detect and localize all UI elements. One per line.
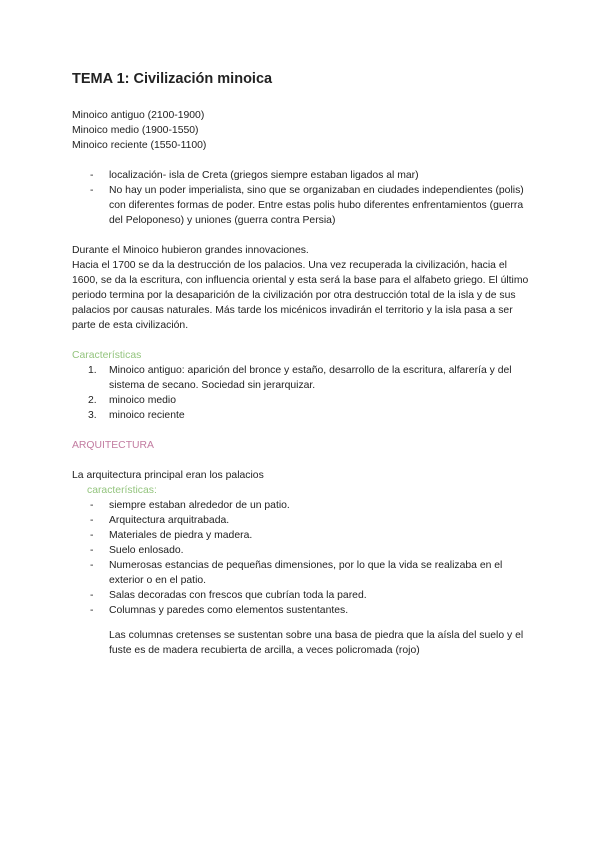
list-item: - Suelo enlosado.: [72, 543, 534, 558]
list-item: - No hay un poder imperialista, sino que se organizaban en ciudades independientes (polis) con diferentes formas de poder. Entre estas polis hubo diferentes enfrentamientos (guerra del Peloponeso) y uniones (guerra contra Persia): [72, 183, 534, 228]
location-bullet-list: [72, 168, 534, 228]
arquitectura-bullet-list: [72, 498, 534, 618]
period-line: Minoico antiguo (2100-1900): [72, 110, 205, 121]
arquitectura-intro: La arquitectura principal eran los palacios: [72, 470, 264, 481]
paragraph-intro: Durante el Minoico hubieron grandes innovaciones.: [72, 245, 309, 256]
list-text: Minoico antiguo: aparición del bronce y estaño, desarrollo de la escritura, alfarería y del sistema de secano. Sociedad sin jerarquizar.: [109, 365, 512, 391]
list-item: [72, 363, 534, 393]
periods-numbered-list: [72, 363, 534, 423]
caracteristicas-heading: Características: [72, 350, 142, 361]
period-line: Minoico medio (1900-1550): [72, 125, 199, 136]
list-item: - Salas decoradas con frescos que cubrían toda la pared.: [72, 588, 534, 603]
list-text: minoico medio: [109, 395, 176, 406]
list-number: 1.: [88, 365, 97, 376]
list-item: - Materiales de piedra y madera.: [72, 528, 534, 543]
list-item: - localización- isla de Creta (griegos siempre estaban ligados al mar): [72, 168, 534, 183]
list-number: 2.: [88, 395, 97, 406]
arquitectura-heading: ARQUITECTURA: [72, 440, 154, 451]
list-item: - Columnas y paredes como elementos sustentantes.: [72, 603, 534, 618]
list-item: - siempre estaban alrededor de un patio.: [72, 498, 534, 513]
list-item: [72, 393, 534, 408]
columnas-continuation: Las columnas cretenses se sustentan sobre una basa de piedra que la aísla del suelo y el fuste es de madera recubierta de arcilla, a veces policromada (rojo): [109, 630, 524, 657]
list-text: minoico reciente: [109, 410, 185, 421]
list-item: [72, 408, 534, 423]
list-number: 3.: [88, 410, 97, 421]
list-item: - Numerosas estancias de pequeñas dimensiones, por lo que la vida se realizaba en el exterior o en el patio.: [72, 558, 534, 588]
document-content: [72, 70, 534, 669]
page-title: TEMA 1: Civilización minoica: [72, 71, 273, 87]
periods-list: [72, 108, 534, 153]
paragraph-body: Hacia el 1700 se da la destrucción de los palacios. Una vez recuperada la civilización, hacia el 1600, se da la escritura, con influencia oriental y esta será la base para el alfabeto griego. El último periodo termina por la desaparición de la civilización por otra destrucción total de la isla y de sus palacios por causas naturales. Más tarde los micénicos invadirán el territorio y la isla pasa a ser parte de esta civilización.: [72, 260, 529, 331]
period-line: Minoico reciente (1550-1100): [72, 140, 207, 151]
arquitectura-subheading: características:: [87, 485, 157, 496]
list-item: - Arquitectura arquitrabada.: [72, 513, 534, 528]
